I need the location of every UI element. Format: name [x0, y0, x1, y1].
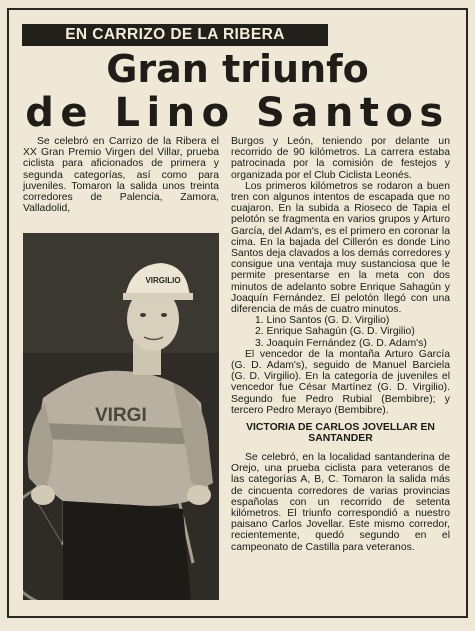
result-item: 1. Lino Santos (G. D. Virgilio) — [255, 315, 390, 327]
other-winners-paragraph: El vencedor de la montaña Arturo García (G. D. Adam's), seguido de Manuel Barciela (G. D. Virgilio). En la categoría de juveniles el vencedor fue César Martínez (G. D. Virgilio). Segundo fue Pedro Rubial (Bembibre); y tercero Pedro Merayo (Bembibre). — [231, 348, 450, 416]
cyclist-photo — [23, 233, 219, 600]
headline-line-2: de Lino Santos — [25, 90, 450, 136]
result-item: 2. Enrique Sahagún (G. D. Virgilio) — [255, 326, 415, 338]
intro-paragraph: Se celebró en Carrizo de la Ribera el XX Gran Premio Virgen del Villar, prueba ciclista para aficionados de primera y segunda categorías, así como para juveniles. Tomaron la salida unos treinta corredores de Palencia, Zamora, Valladolid, — [23, 136, 219, 215]
sidebar-subheading: VICTORIA DE CARLOS JOVELLAR EN SANTANDER — [246, 422, 435, 445]
santander-paragraph: Se celebró, en la localidad santanderina de Orejo, una prueba ciclista para veteranos de las categorías A, B, C. Tomaron la salida más de cincuenta corredores de varias provincias españolas con un recorrido de setenta kilómetros. El triunfo correspondió a nuestro paisano Carlos Jovellar. Este mismo corredor, recientemente, quedó segundo en el campeonato de Castilla para veteranos. — [231, 451, 450, 553]
race-account-paragraph: Los primeros kilómetros se rodaron a buen tren con algunos intentos de escapada que no cuajaron. En la subida a Rioseco de Tapia el pelotón se fragmenta en varios grupos y Arturo García, del Adam's, es el primero en coronar la cima. En la bajada del Cillerón es donde Lino Santos deja clavados a los demás corredores y consigue una ventaja muy sustanciosa que le permite presentarse en la meta con dos minutos de adelanto sobre Enrique Sahagún y Joaquín Fernández. El pelotón llegó con una diferencia de más de cuatro minutos. — [231, 180, 450, 316]
headline-line-1: Gran triunfo — [106, 47, 369, 91]
kicker-label: EN CARRIZO DE LA RIBERA — [22, 24, 328, 46]
continuation-paragraph: Burgos y León, teniendo por delante un recorrido de 90 kilómetros. La carrera estaba patrocinada por la comisión de festejos y organizada por el Club Ciclista Leonés. — [231, 136, 450, 181]
left-column-intro — [23, 136, 219, 214]
jersey-lettering: VIRGI — [95, 405, 147, 426]
right-column — [231, 136, 450, 553]
results-list — [231, 315, 450, 349]
result-item: 3. Joaquín Fernández (G. D. Adam's) — [255, 337, 427, 349]
cap-lettering: VIRGILIO — [145, 276, 181, 285]
